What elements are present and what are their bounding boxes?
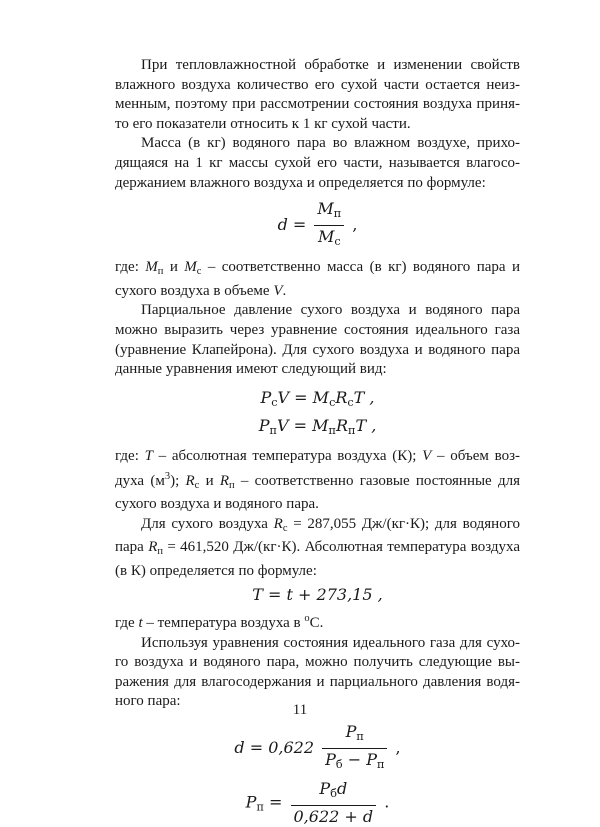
paragraph-6-line-2: пара $R_п = 461,520$ Дж/(кг·К). Абсолютная температура воздуха xyxy=(115,539,520,558)
formula-partial-pressure: $P_п$ = $\frac{P_бd}{0,622 + d}$ . xyxy=(245,779,390,827)
paragraph-3-line-1: где: $M_п$ и $M_с$ – соответственно масса (в кг) водяного пара и xyxy=(115,259,520,278)
formula-1-lhs: d = xyxy=(277,215,307,235)
paragraph-4-line-2: можно выразить через уравнение состояния идеального газа xyxy=(115,321,520,338)
paragraph-8-line-1: Используя уравнения состояния идеального газа для сухо- xyxy=(141,634,520,651)
paragraph-7: где t – температура воздуха в $^о$С. xyxy=(115,613,324,632)
formula-1-denominator: $M_с$ xyxy=(317,227,341,249)
formula-5-fraction: $\frac{P_п}{P_б - P_п}$ xyxy=(322,722,387,775)
paragraph-1-line-4: то его показатели относить к 1 кг сухой части. xyxy=(115,115,411,132)
paragraph-4-line-1: Парциальное давление сухого воздуха и водяного пара xyxy=(141,302,520,319)
paragraph-5-line-3: сухого воздуха и водяного пара. xyxy=(115,496,319,513)
page-number: 11 xyxy=(292,702,308,718)
formula-1-comma: , xyxy=(352,215,358,235)
paragraph-1-line-2: влажного воздуха количество его сухой части остается неиз- xyxy=(115,76,520,93)
paragraph-2-line-2: дящаяся на 1 кг массы сухой его части, называется влагосо- xyxy=(115,154,520,171)
formula-absolute-temperature: T = t + 273,15 , xyxy=(252,585,383,605)
formula-moisture-from-pressure: d = 0,622 $\frac{P_п}{P_б - P_п}$ , xyxy=(115,722,520,775)
formula-1-fraction xyxy=(314,199,344,252)
formula-1-numerator: $M_п$ xyxy=(314,199,344,226)
formula-6-fraction: $\frac{P_бd}{0,622 + d}$ xyxy=(291,779,377,827)
paragraph-8-line-2: го воздуха и водяного пара, можно получить следующие вы- xyxy=(115,654,520,671)
paragraph-1-line-1: При тепловлажностной обработке и изменении свойств xyxy=(141,57,520,73)
formula-dry-air-state: $P_сV = M_сR_сT$ , xyxy=(260,387,375,409)
paragraph-2-line-3: держанием влажного воздуха и определяется по формуле: xyxy=(115,174,486,191)
paragraph-5-line-2: духа $(м^3)$; $R_с$ и $R_п$ – соответственно газовые постоянные для xyxy=(115,470,520,491)
paragraph-2-line-1: Масса (в кг) водяного пара во влажном воздухе, прихо- xyxy=(141,135,520,152)
paragraph-1-line-3: менным, поэтому при рассмотрении состояния воздуха приня- xyxy=(115,96,520,113)
paragraph-4-line-3: (уравнение Клапейрона). Для сухого воздуха и водяного пара xyxy=(115,341,520,358)
paragraph-8-line-3: ражения для влагосодержания и парциального давления водя- xyxy=(115,673,520,690)
paragraph-6-line-1: Для сухого воздуха $R_с = 287,055$ Дж/(кг·К); для водяного xyxy=(141,515,520,534)
paragraph-4-line-4: данные уравнения имеют следующий вид: xyxy=(115,361,387,378)
paragraph-3-line-2: сухого воздуха в объеме V. xyxy=(115,282,287,299)
paragraph-6-line-3: (в К) определяется по формуле: xyxy=(115,562,317,579)
paragraph-8-line-4: ного пара: xyxy=(115,693,181,710)
formula-moisture-content xyxy=(115,199,520,252)
paragraph-5-line-1: где: T – абсолютная температура воздуха (К); V – объем воз- xyxy=(115,447,520,464)
formula-vapor-state: $P_пV = M_пR_пT$ , xyxy=(258,416,377,438)
